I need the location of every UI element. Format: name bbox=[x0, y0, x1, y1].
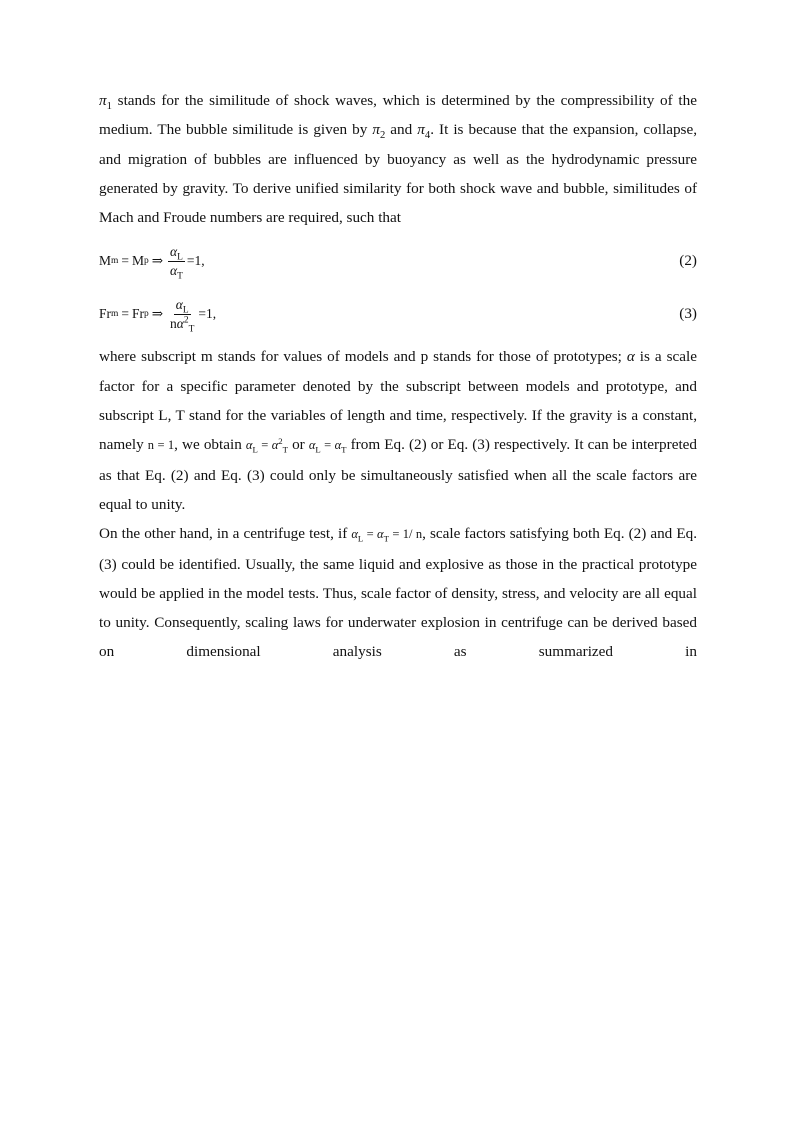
relation-1 bbox=[245, 436, 288, 455]
eq3-result: =1 bbox=[198, 306, 213, 322]
eq2-numerator bbox=[168, 244, 185, 262]
eq2-num-alpha: α bbox=[170, 244, 178, 260]
rel3-sub-t: T bbox=[383, 533, 389, 544]
eq3-den-sub: T bbox=[188, 324, 195, 335]
eq3-implies: ⇒ bbox=[151, 306, 164, 322]
paragraph-2-text-d: from Eq. (2) or Eq. (3) respectively. It can be interpreted as that Eq. (2) and Eq. (3) could only be simultaneously satisfied when all the scale factors are equal to unity. bbox=[99, 436, 698, 513]
rel2-sub-t: T bbox=[341, 444, 347, 455]
relation-2 bbox=[308, 438, 347, 455]
paragraph-1-and: and bbox=[385, 121, 418, 139]
eq2-num-sub: L bbox=[177, 253, 183, 264]
eq2-result: =1 bbox=[186, 253, 202, 269]
eq2-rhs: M bbox=[131, 253, 144, 269]
paragraph-2 bbox=[99, 342, 697, 519]
rel1-sub-t: T bbox=[282, 444, 288, 455]
eq3-den-alpha: α bbox=[176, 315, 184, 331]
rel1-sup: 2 bbox=[278, 436, 283, 447]
eq3-num-sub: L bbox=[182, 306, 189, 317]
eq3-den-n: n bbox=[170, 315, 177, 331]
paragraph-1-text-a: stands for the similitude of shock waves, which is determined by the compressibility of the medium. The bubble similitude is given by bbox=[99, 92, 697, 139]
rel1-sub-l: L bbox=[252, 444, 258, 455]
eq2-lhs: M bbox=[99, 253, 112, 269]
equation-3-body: Fr m = Fr p ⇒ $\frac{\alpha_L}{n\alpha^2_T}$ =1 , bbox=[99, 297, 217, 335]
equation-3-number: (3) bbox=[679, 305, 697, 323]
document-page bbox=[99, 86, 697, 667]
paragraph-1 bbox=[99, 86, 697, 232]
paragraph-2-text-b: is a scale factor for a specific parameter denoted by the subscript between models and prototype, and subscript L, T stand for the variables of length and time, respectively. If the gravity is a constant, namely bbox=[99, 348, 697, 454]
eq3-numerator bbox=[174, 297, 191, 315]
pi-2-subscript: 2 bbox=[379, 130, 386, 142]
pi-1-symbol: π bbox=[99, 92, 107, 109]
paragraph-3-text-a: On the other hand, in a centrifuge test, if bbox=[99, 525, 352, 543]
paragraph-3-text-b: , scale factors satisfying both Eq. (2) and Eq. (3) could be identified. Usually, the same liquid and explosive as those in the practical prototype would be applied in the model tests. Thus, scale factor of density, stress, and velocity are all equal to unity. Consequently, scaling laws for underwater explosion in centrifuge can be derived based on dimensional analysis as summarized in bbox=[99, 525, 697, 661]
rel3-sub-l: L bbox=[357, 533, 364, 544]
pi-4-subscript: 4 bbox=[424, 130, 431, 142]
eq2-den-sub: T bbox=[177, 271, 183, 282]
paragraph-2-text-a: where subscript m stands for values of models and p stands for those of prototypes; bbox=[99, 348, 627, 366]
eq2-implies: ⇒ bbox=[151, 253, 164, 269]
pi-4-symbol: π bbox=[417, 121, 425, 139]
eq3-lhs: Fr bbox=[99, 306, 112, 322]
rel3-alpha-t: α bbox=[377, 527, 384, 542]
paragraph-3 bbox=[99, 519, 697, 666]
alpha-symbol: α bbox=[626, 348, 635, 366]
paragraph-1-text-b: . It is because that the expansion, collapse, and migration of bubbles are influenced by buoyancy as well as the hydrodynamic pressure generated by gravity. To derive unified similarity for both shock wave and bubble, similitudes of Mach and Froude numbers are required, such that bbox=[99, 121, 697, 227]
paragraph-2-text-c: , we obtain bbox=[174, 436, 246, 454]
rel2-alpha-t: α bbox=[334, 438, 342, 453]
eq3-den-sup: 2 bbox=[183, 315, 189, 326]
equation-2-body: M m = M p ⇒ $\frac{\alpha_L}{\alpha_T}$ =1 , bbox=[99, 244, 205, 282]
rel2-sub-l: L bbox=[315, 444, 321, 455]
eq3-num-alpha: α bbox=[175, 297, 183, 313]
eq3-denominator bbox=[168, 315, 196, 335]
rel3-equals: = bbox=[363, 527, 378, 542]
pi-1-subscript: 1 bbox=[106, 101, 112, 113]
eq3-fraction bbox=[168, 297, 196, 335]
rel1-alpha-l: α bbox=[245, 438, 253, 453]
eq3-rhs: Fr bbox=[131, 306, 144, 322]
equation-3 bbox=[99, 288, 697, 340]
equation-2-number: (2) bbox=[679, 252, 697, 270]
rel1-equals: = bbox=[257, 438, 272, 453]
eq3-equals: = bbox=[121, 306, 129, 322]
eq2-fraction bbox=[168, 244, 185, 282]
rel2-equals: = bbox=[320, 438, 335, 453]
eq2-den-alpha: α bbox=[170, 262, 178, 278]
eq2-equals: = bbox=[121, 253, 129, 269]
rel3-alpha-l: α bbox=[351, 527, 358, 542]
n-equals-one: n = 1 bbox=[147, 438, 175, 453]
relation-centrifuge bbox=[351, 527, 423, 544]
eq3-trail: , bbox=[212, 306, 217, 322]
pi-2-symbol: π bbox=[372, 121, 380, 139]
rel3-tail: = 1/ n bbox=[388, 527, 423, 542]
equation-2 bbox=[99, 238, 697, 284]
rel1-alpha-t: α bbox=[271, 438, 279, 453]
rel2-alpha-l: α bbox=[308, 438, 316, 453]
eq2-denominator bbox=[168, 262, 185, 282]
eq2-trail: , bbox=[201, 253, 205, 269]
paragraph-2-or: or bbox=[287, 436, 309, 454]
